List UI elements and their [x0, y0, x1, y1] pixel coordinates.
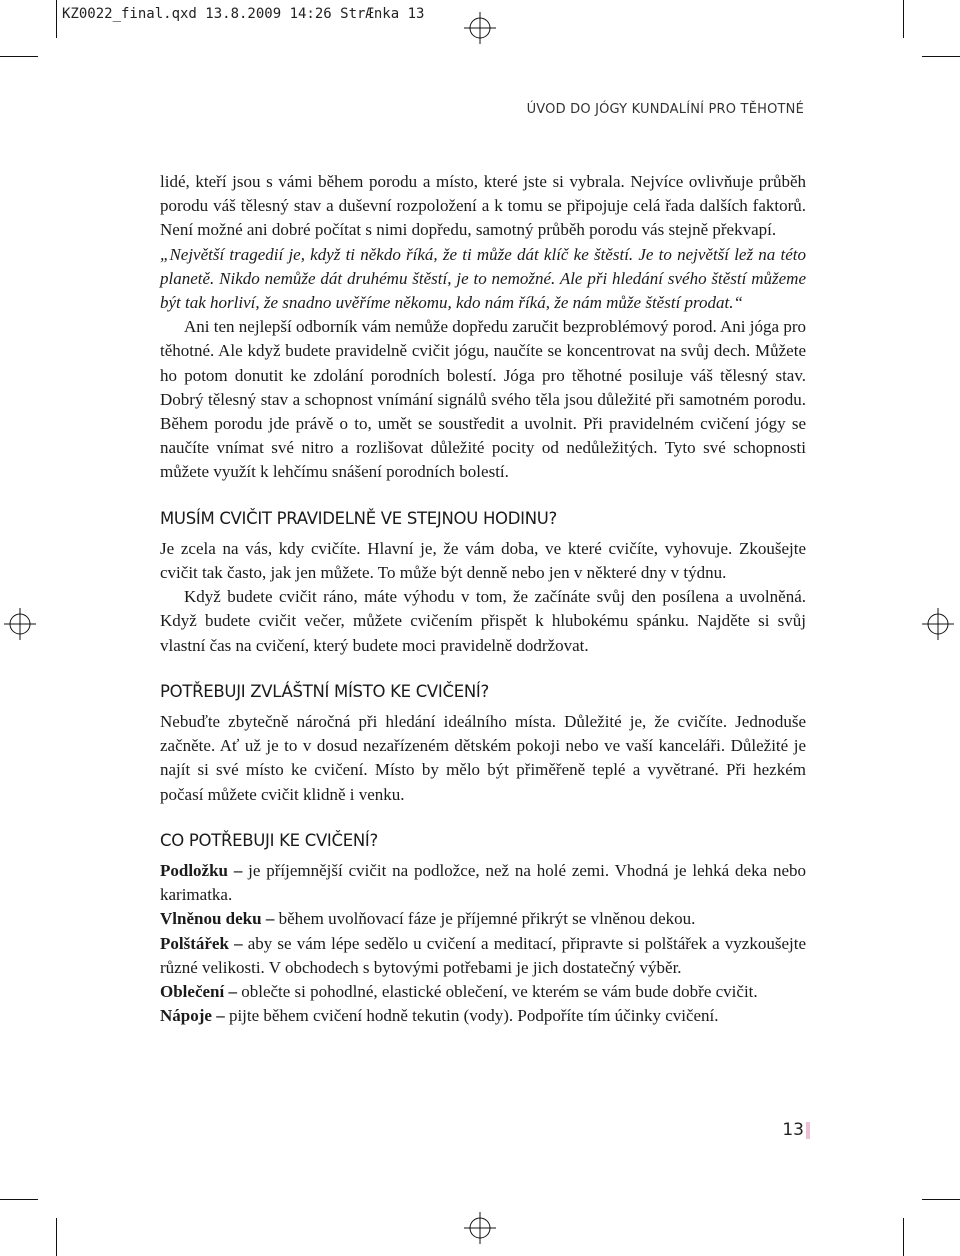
crop-mark-top-left-vertical — [56, 0, 57, 38]
schedule-paragraph-2: Když budete cvičit ráno, máte výhodu v tom, že začínáte svůj den posílena a uvolněná. Když budete cvičit večer, můžete cvičením přispět k hlubokému spánku. Najděte si svůj vlastní čas na cvičení, který budete moci pravidelně dodržovat. — [160, 587, 806, 655]
equipment-term: Oblečení – — [160, 982, 237, 1002]
intro-paragraph: lidé, kteří jsou s vámi během porodu a místo, které jste si vybrala. Nejvíce ovlivňuje průběh porodu váš tělesný stav a duševní rozpoložení a k tomu se připojuje celá řada dalších faktorů. Není možné ani dobré počítat s nimi dopředu, samotný průběh porodu vás stejně překvapí. — [160, 172, 806, 240]
print-slug: KZ0022_final.qxd 13.8.2009 14:26 StrÆnka 13 — [62, 6, 425, 22]
quote-paragraph: „Největší tragedií je, když ti někdo říká, že ti může dát klíč ke štěstí. Je to největší lež na této planetě. Nikdo nemůže dát druhému štěstí, je to nemožné. Ale při hledání svého štěstí můžeme být tak horliví, že snadno uvěříme někomu, kdo nám říká, že nám může štěstí prodat.“ — [160, 244, 806, 313]
equipment-term: Nápoje – — [160, 1006, 225, 1026]
equipment-description: během uvolňovací fáze je příjemné přikrýt se vlněnou dekou. — [274, 909, 696, 929]
equipment-description: pijte během cvičení hodně tekutin (vody). Podpoříte tím účinky cvičení. — [224, 1006, 719, 1026]
equipment-description: oblečte si pohodlné, elastické oblečení, ve kterém se vám bude dobře cvičit. — [236, 982, 758, 1002]
intro-paragraph-2: Ani ten nejlepší odborník vám nemůže dopředu zaručit bezproblémový porod. Ani jóga pro těhotné. Ale když budete pravidelně cvičit jógu, naučíte se koncentrovat na svůj dech. Můžete ho potom donutit ke zdolání porodních bolestí. Jóga pro těhotné posiluje váš tělesný stav. Dobrý tělesný stav a schopnost vnímání signálů svého těla jsou důležité při samotném porodu. Během porodu jde právě o to, umět se soustředit a uvolnit. Při pravidelném cvičení jógy se naučíte vnímat své nitro a rozlišovat důležité pocity od nedůležitých. Tyto své schopnosti můžete využít k lehčímu snášení porodních bolestí. — [160, 317, 806, 482]
crop-mark-bottom-right-horizontal — [922, 1199, 960, 1200]
equipment-item — [160, 980, 806, 1004]
page-number: 13 — [782, 1120, 804, 1140]
schedule-paragraph-1: Je zcela na vás, kdy cvičíte. Hlavní je, že vám doba, ve které cvičíte, vyhovuje. Zkoušejte cvičit tak často, jak jen můžete. To může být denně nebo jen v některé dny v týdnu. — [160, 538, 806, 583]
crop-mark-bottom-left-horizontal — [0, 1199, 38, 1200]
page-body — [160, 170, 806, 1029]
registration-mark-top-icon — [464, 12, 496, 44]
crop-mark-top-right-horizontal — [922, 56, 960, 57]
equipment-item — [160, 1004, 806, 1028]
equipment-term: Polštářek – — [160, 933, 243, 953]
crop-mark-top-left-horizontal — [0, 56, 38, 57]
crop-mark-bottom-right-vertical — [903, 1218, 904, 1256]
equipment-term: Vlněnou deku – — [160, 909, 275, 929]
registration-mark-bottom-icon — [464, 1212, 496, 1244]
section-heading-place: POTŘEBUJI ZVLÁŠTNÍ MÍSTO KE CVIČENÍ? — [160, 681, 489, 701]
running-header: ÚVOD DO JÓGY KUNDALÍNÍ PRO TĚHOTNÉ — [526, 102, 804, 117]
equipment-item — [160, 907, 806, 931]
section-heading-schedule: MUSÍM CVIČIT PRAVIDELNĚ VE STEJNOU HODINU? — [160, 508, 557, 528]
registration-mark-left-icon — [4, 608, 36, 640]
equipment-description: aby se vám lépe sedělo u cvičení a meditací, připravte si polštářek a vyzkoušejte různé velikosti. V obchodech s bytovými potřebami je jich dostatečný výběr. — [160, 933, 806, 977]
equipment-term: Podložku – — [160, 861, 243, 881]
equipment-description: je příjemnější cvičit na podložce, než na holé zemi. Vhodná je lehká deka nebo karimatka. — [160, 861, 806, 905]
crop-mark-top-right-vertical — [903, 0, 904, 38]
crop-mark-bottom-left-vertical — [56, 1218, 57, 1256]
section-heading-equipment: CO POTŘEBUJI KE CVIČENÍ? — [160, 830, 378, 850]
place-paragraph: Nebuďte zbytečně náročná při hledání ideálního místa. Důležité je, že cvičíte. Jednoduše začněte. Ať už je to v dosud nezařízeném dětském pokoji nebo ve vaší kanceláři. Důležité je najít si své místo ke cvičení. Místo by mělo být přiměřeně teplé a vyvětrané. Při hezkém počasí můžete cvičit klidně i venku. — [160, 712, 806, 804]
page-number-accent-bar — [806, 1122, 810, 1139]
equipment-item — [160, 859, 806, 907]
registration-mark-right-icon — [922, 608, 954, 640]
equipment-item — [160, 932, 806, 980]
